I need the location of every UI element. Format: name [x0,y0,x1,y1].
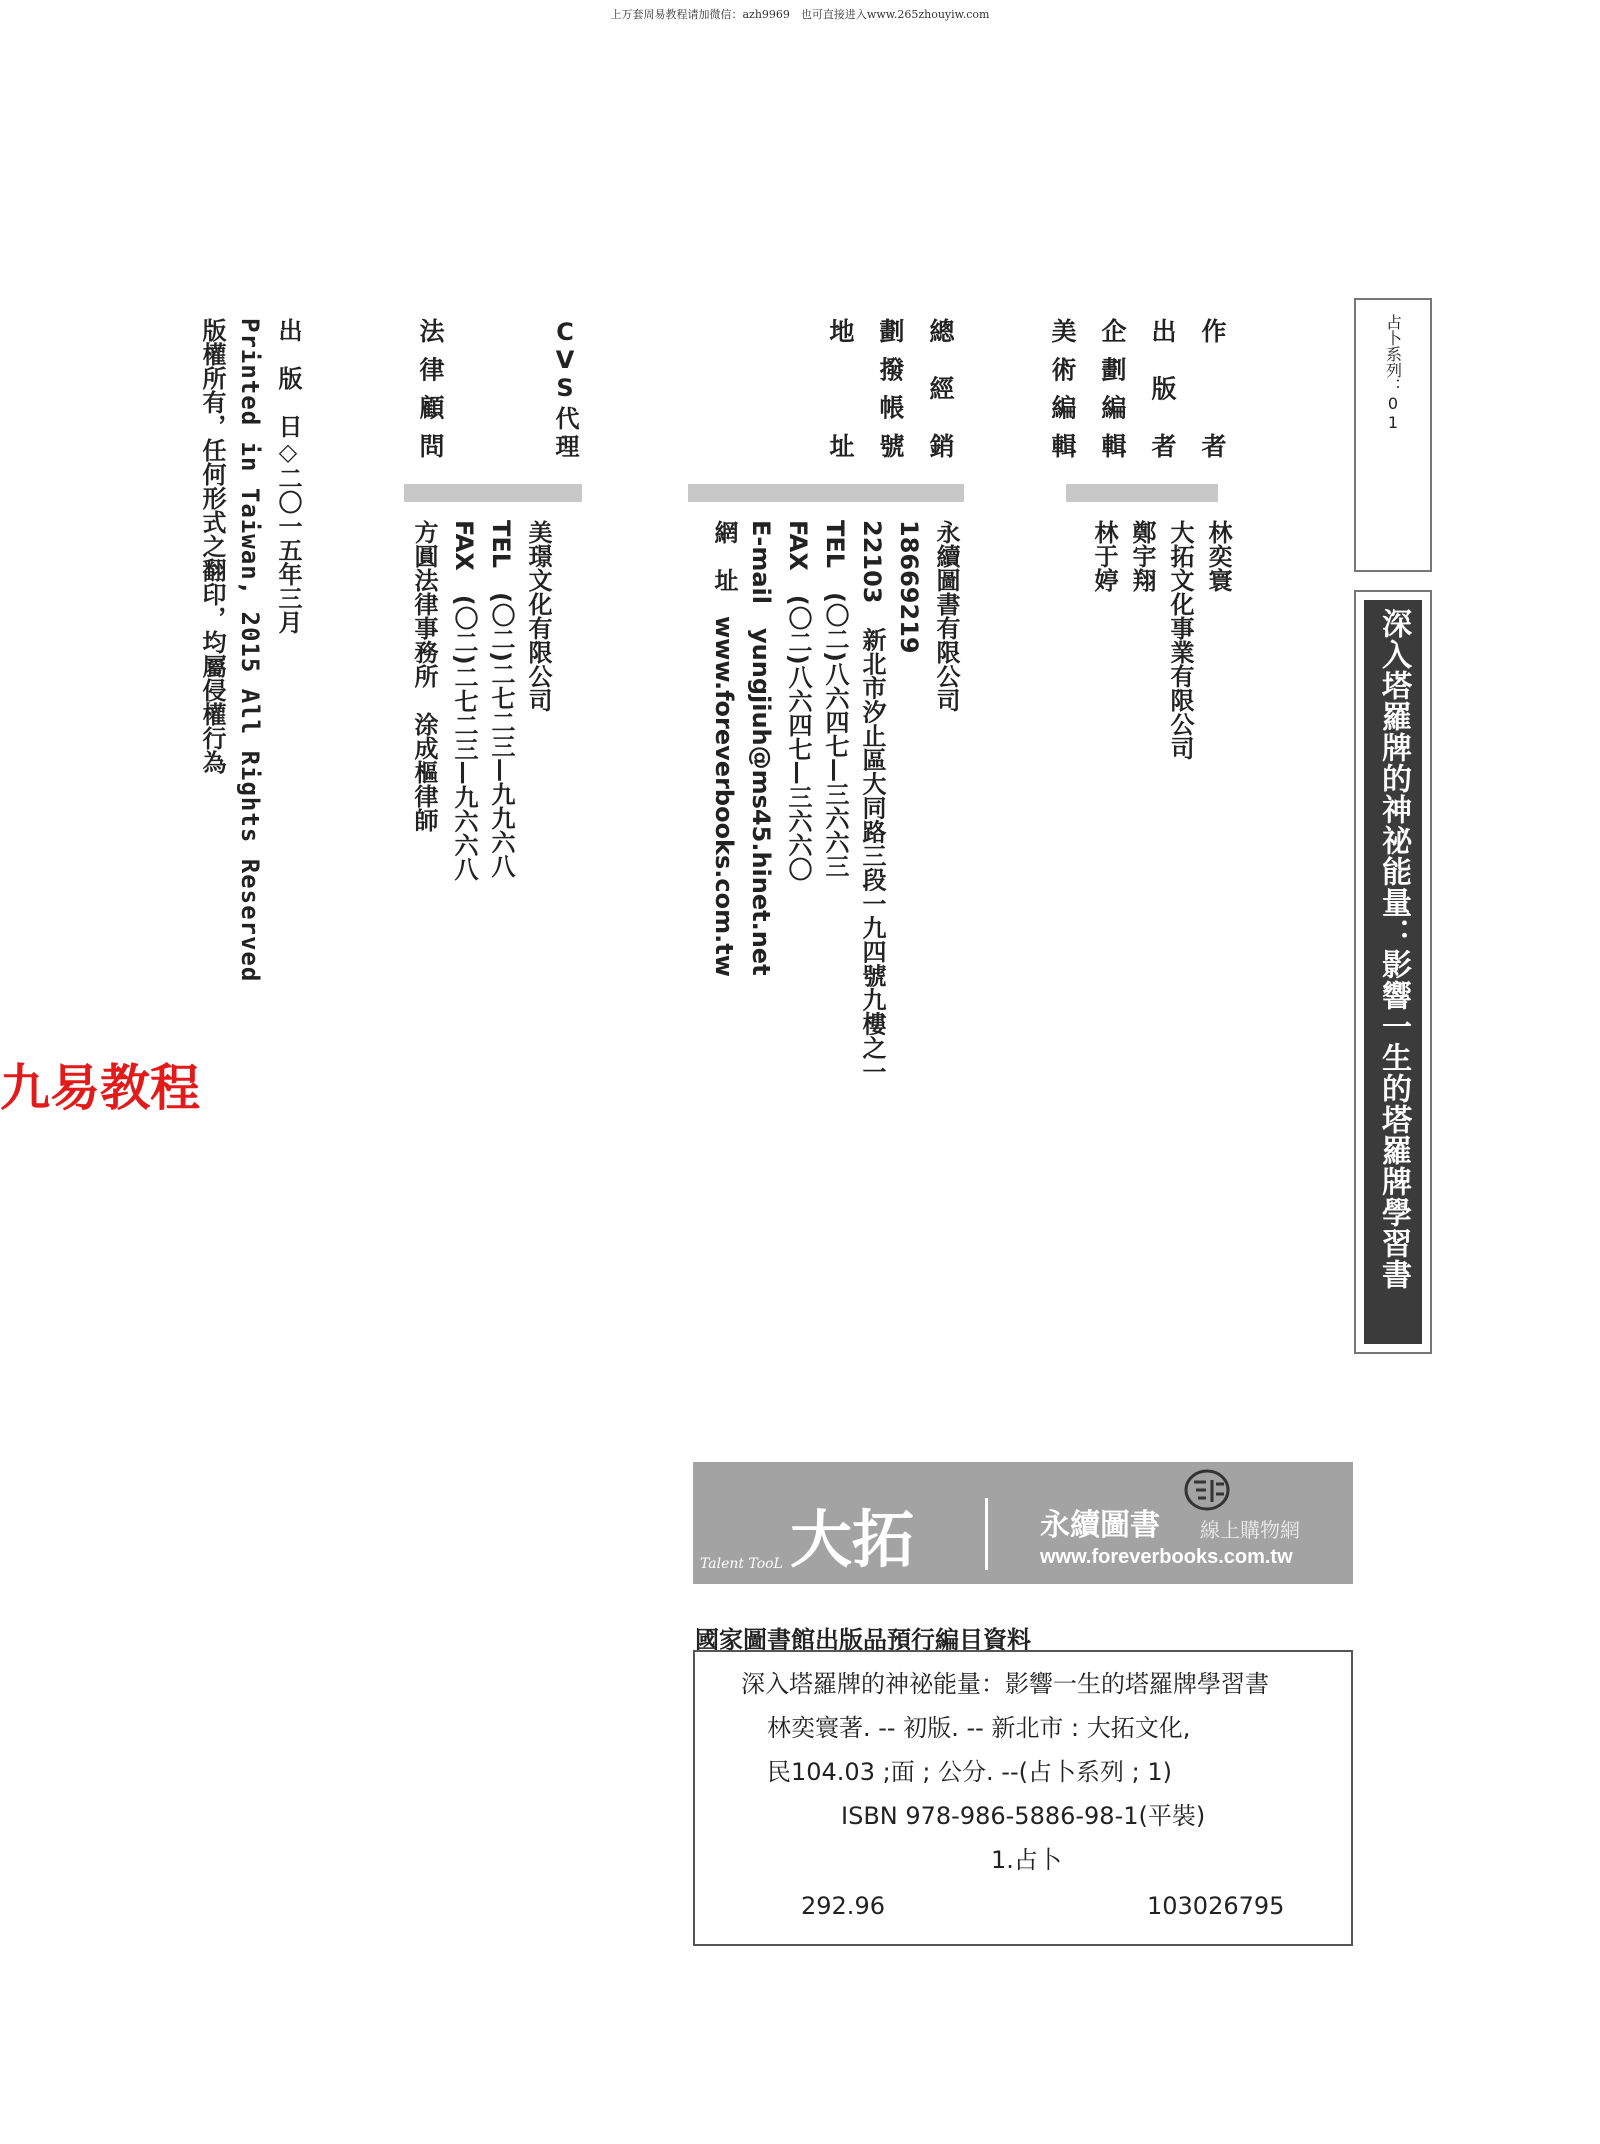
value-cvs-fax: FAX (〇二)二七二三—九六六八 [450,520,478,881]
divider-bar [688,484,964,502]
credits-group4-labels [412,318,444,458]
label-cvs: CVS代理 [551,318,579,458]
logo-url: www.foreverbooks.com.tw [1040,1546,1293,1568]
cip-line: ISBN 978-986-5886-98-1(平裝) [841,1802,1206,1830]
value-address: 22103 新北市汐止區大同路三段一九四號九樓之一 [858,520,886,1084]
credits-group1-labels [1048,318,1230,468]
label-author: 作 者 [1198,318,1227,458]
value-legal: 方圓法律事務所 涂成樞律師 [410,520,438,832]
cip-heading: 國家圖書館出版品預行編目資料 [695,1626,1031,1654]
value-account: 18669219 [895,520,923,654]
logo-online-text: 線上購物網 [1200,1518,1300,1542]
watermark-text: 九易教程 [0,1059,200,1117]
credits-group3-labels [548,318,580,458]
book-title: 深入塔羅牌的神祕能量：影響一生的塔羅牌學習書 [1376,608,1411,1290]
credits-group1-values [1070,520,1230,760]
label-legal: 法律顧問 [416,318,445,458]
cip-classification: 292.96 [801,1892,885,1920]
credits-group2-labels [826,318,958,458]
series-label: 占卜系列：01 [1383,314,1403,432]
credits-group5 [180,318,300,982]
value-distributor: 永續圖書有限公司 [932,520,960,712]
cip-line: 1.占卜 [991,1846,1062,1874]
cip-record-number: 103026795 [1147,1892,1285,1920]
value-fax: FAX (〇二)八六四七—三六六〇 [784,520,812,881]
label-art-editor: 美術編輯 [1048,318,1077,458]
value-cvs-tel: TEL (〇二)二七二三—九九六八 [487,520,515,878]
series-box [1354,298,1432,572]
value-cvs-agent: 美璟文化有限公司 [524,520,552,712]
publication-date: 出 版 日◇二〇一五年三月 [274,318,302,634]
value-website: 網 址 www.foreverbooks.com.tw [710,520,738,977]
printed-in: Printed in Taiwan, 2015 All Rights Reserved [236,318,264,983]
divider-bar [404,484,582,502]
seal-icon [1184,1468,1230,1512]
label-distributor: 總 經 銷 [926,318,955,458]
divider-bar [1066,484,1218,502]
cip-line: 林奕寰著. -- 初版. -- 新北市 : 大拓文化, [767,1714,1191,1742]
credits-group2-values [688,520,958,1084]
cip-box [693,1650,1353,1946]
value-tel: TEL (〇二)八六四七—三六六三 [821,520,849,878]
book-title-box [1354,590,1432,1354]
label-address: 地 址 [826,318,855,458]
value-publisher: 大拓文化事業有限公司 [1166,520,1194,760]
logo-dato-text: 大拓 [790,1503,915,1576]
label-publisher: 出 版 者 [1148,318,1177,458]
logo-talent-text: Talent TooL [700,1556,783,1572]
value-planning-editor: 鄭宇翔 [1128,520,1156,592]
cip-line: 民104.03 ;面 ; 公分. --(占卜系列 ; 1) [767,1758,1172,1786]
copyright-notice: 版權所有，任何形式之翻印，均屬侵權行為 [198,318,226,774]
label-planning-editor: 企劃編輯 [1098,318,1127,458]
cip-line: 深入塔羅牌的神祕能量：影響一生的塔羅牌學習書 [741,1670,1269,1698]
value-art-editor: 林于婷 [1090,520,1118,592]
value-email: E-mail yungjiuh@ms45.hinet.net [747,520,775,976]
value-author: 林奕寰 [1204,520,1232,592]
top-banner: 上万套周易教程请加微信：azh9969 也可直接进入www.265zhouyiw.com [610,8,990,21]
logo-divider [985,1498,988,1570]
label-account: 劃撥帳號 [876,318,905,458]
credits-group4-values [412,520,444,832]
logo-yongxu-text: 永續圖書 [1040,1508,1160,1543]
